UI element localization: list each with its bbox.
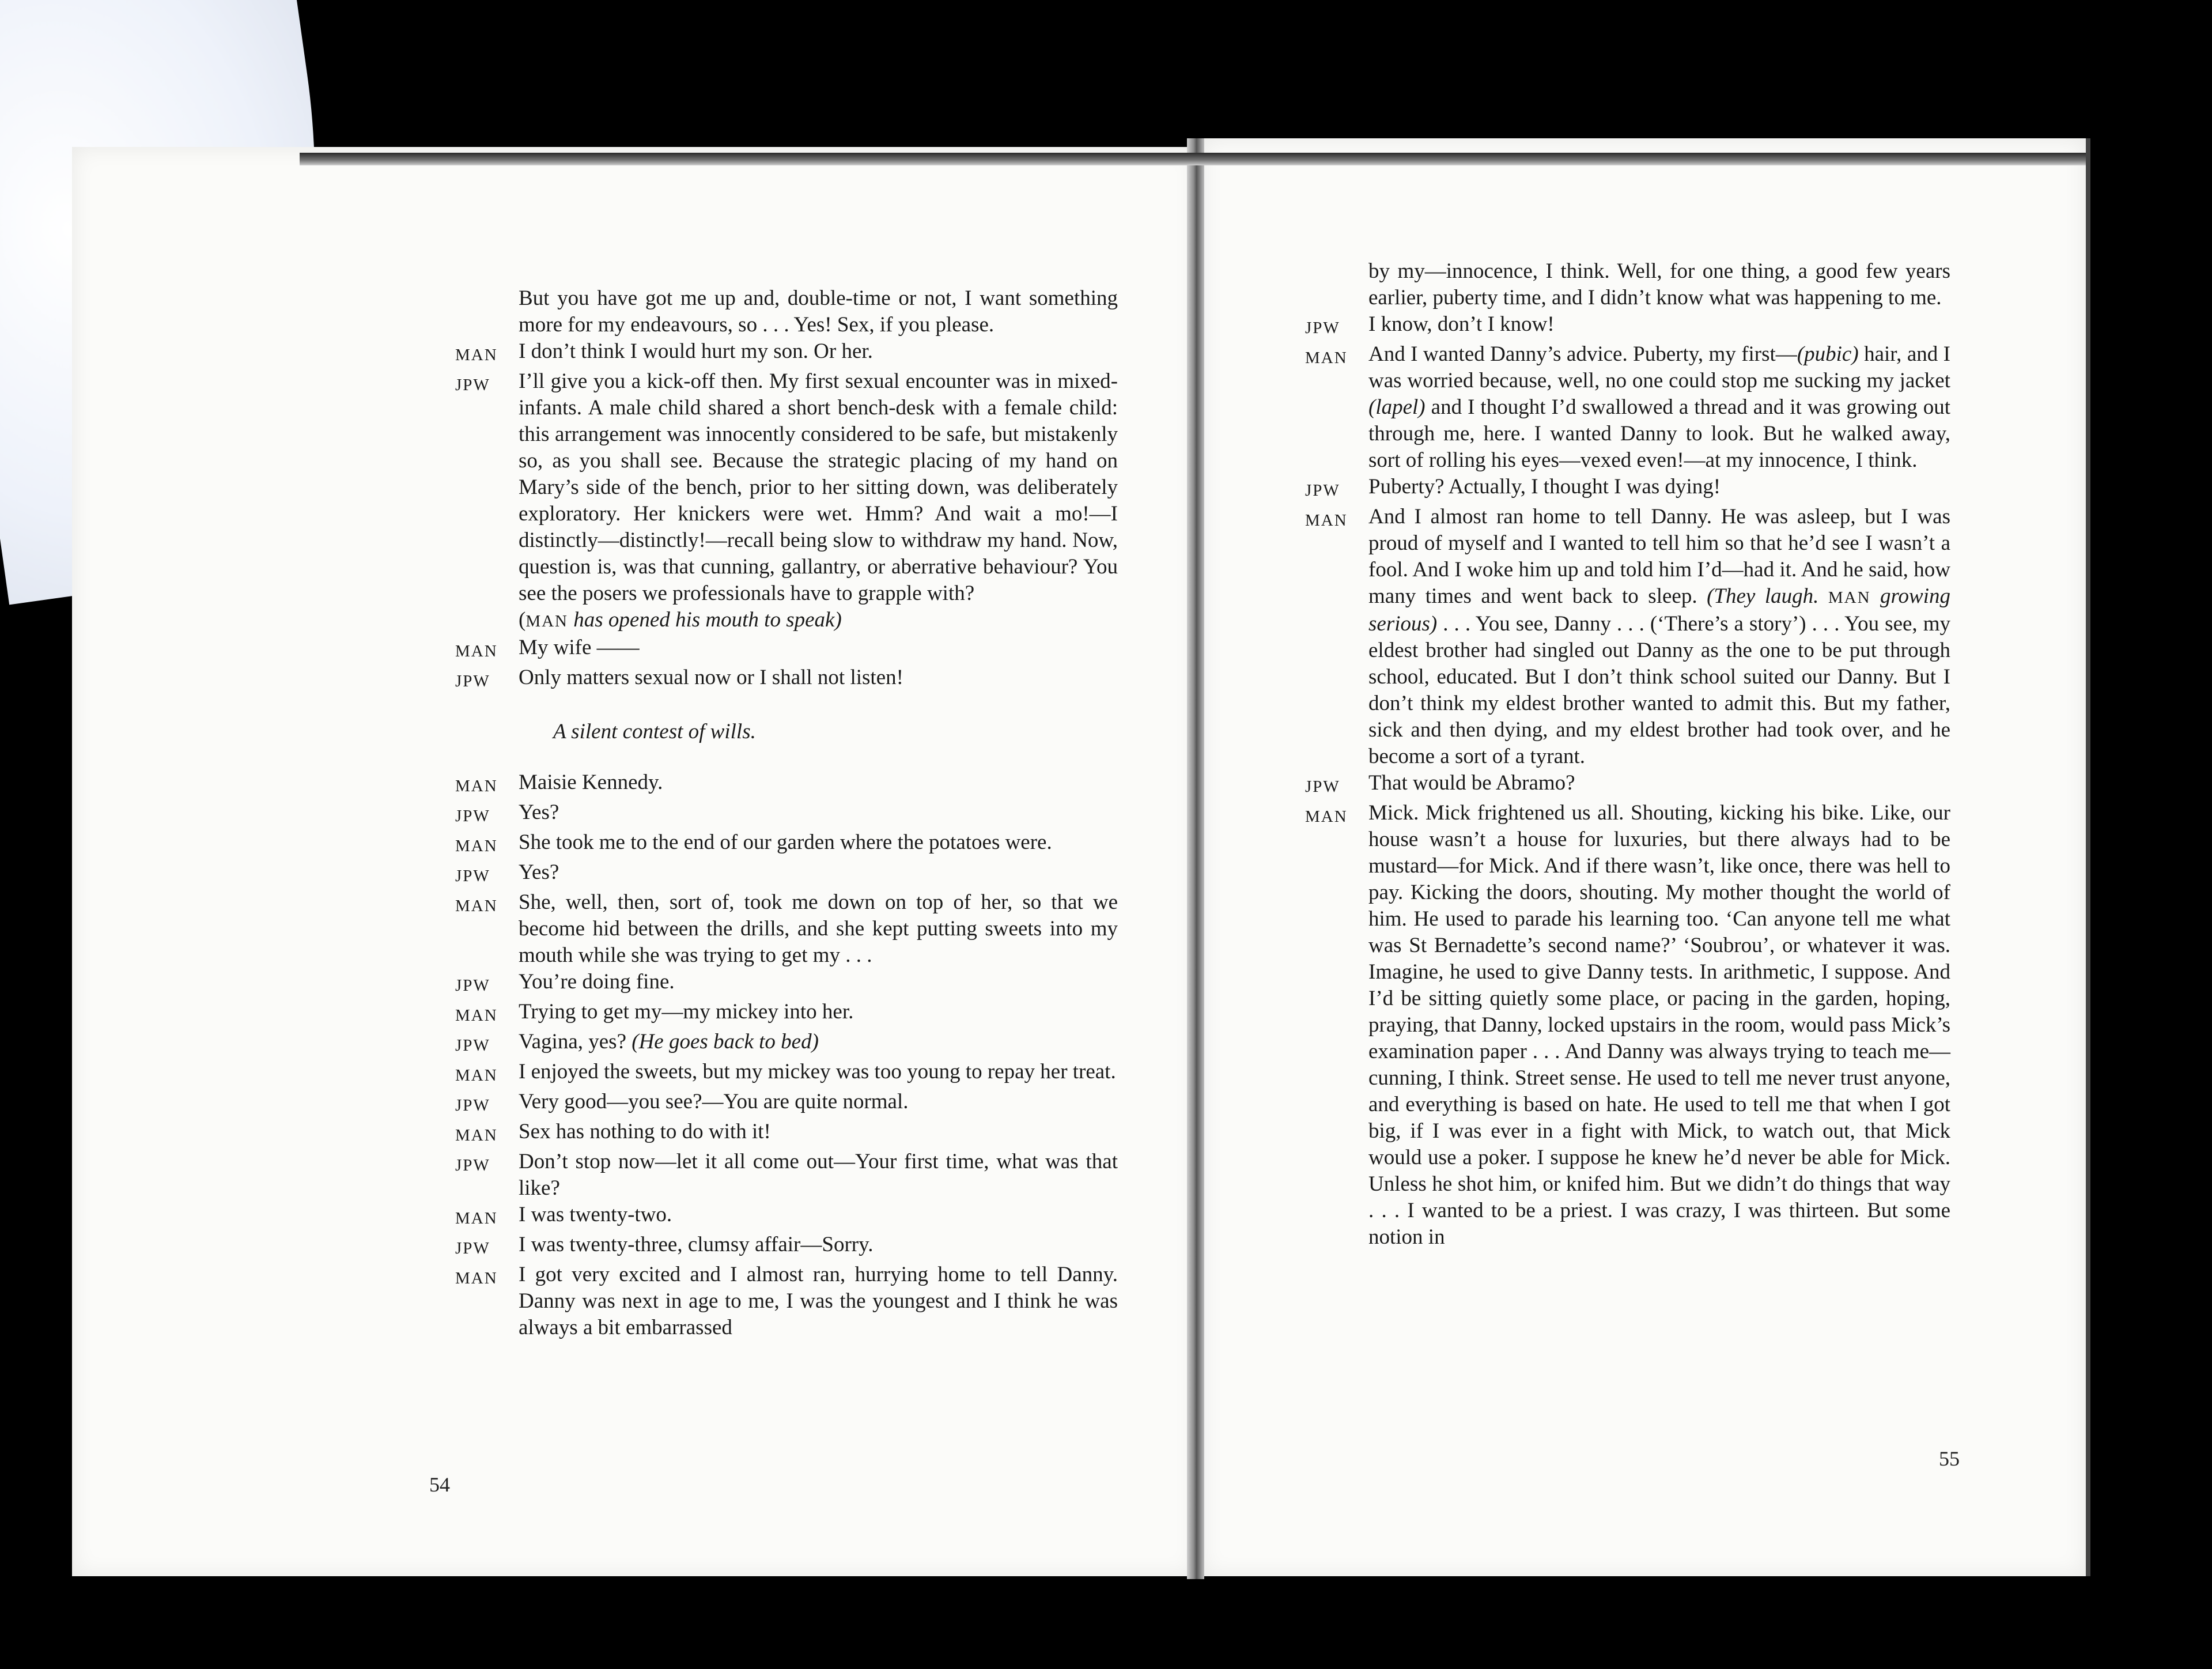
speech-body: I’ll give you a kick-off then. My first sexual encounter was in mixed-infants. A male child shared a short bench-desk with a female child: this arrangement was innocently considered to be safe, but mistakenly so, as you shall see. Because the strategic placing of my hand on Mary’s side of the bench, prior to her sitting down, was deliberately exploratory. Her knickers were wet. Hmm? And wait a mo!—I distinctly—distinctly!—recall being slow to withdraw my hand. Now, question is, was that cunning, gallantry, or aberrative behaviour? You see the posers we professionals have to grapple with? [519, 369, 1118, 605]
speech-line [455, 889, 1118, 969]
speech-text: Only matters sexual now or I shall not listen! [519, 666, 903, 689]
speech-line [1305, 800, 1950, 1251]
speech-line [455, 1262, 1118, 1341]
speech-text: And I wanted Danny’s advice. Puberty, my first—(pubic) hair, and I was worried because, well, no one could stop me sucking my jacket (lapel) and I thought I’d swallowed a thread and it was growing out through me, here. I wanted Danny to look. But he walked away, sort of rolling his eyes—vexed even!—at my innocence, I think. [1368, 342, 1950, 472]
speaker-label: JPW [455, 976, 490, 995]
speaker-label: JPW [455, 672, 490, 690]
speech-text: I got very excited and I almost ran, hurrying home to tell Danny. Danny was next in age to me, I was the youngest and I think he was always a bit embarrassed [519, 1263, 1118, 1339]
speech-line [455, 338, 1118, 368]
speech-line [1305, 474, 1950, 504]
speaker-label: MAN [455, 346, 498, 364]
speaker-label: MAN [455, 1209, 498, 1228]
speech-line [1305, 341, 1950, 474]
speech-text: And I almost ran home to tell Danny. He was asleep, but I was proud of myself and I wanted to tell him so that he’d see I wasn’t a fool. And I woke him up and told him I’d—had it. And he said, how many times and went back to sleep. (They laugh. MAN growing serious) . . . You see, Danny . . . (‘There’s a story’) . . . You see, my eldest brother had singled out Danny as the one to be put through school, educated. But I don’t think school suited our Danny. But I don’t think my eldest brother wanted to admit this. But my father, sick and then dying, and my eldest brother had took over, and he become a sort of a tyrant. [1368, 505, 1950, 768]
stage-direction-silent-contest: A silent contest of wills. [553, 720, 756, 743]
speaker-label: JPW [455, 867, 490, 885]
speech-text: That would be Abramo? [1368, 771, 1575, 795]
speaker-label: MAN [1305, 511, 1348, 530]
speaker-label: MAN [1305, 807, 1348, 826]
book-spine [1187, 138, 1204, 1579]
speech-line [1305, 311, 1950, 341]
speech-text: Sex has nothing to do with it! [519, 1120, 771, 1143]
opening-paragraph: But you have got me up and, double-time or not, I want something more for my endeavours, so . . . Yes! Sex, if you please. [519, 286, 1118, 337]
speaker-label: MAN [455, 1269, 498, 1287]
speech-text: My wife —— [519, 636, 640, 659]
speaker-label: JPW [455, 1036, 490, 1055]
page-top-edge [300, 153, 2086, 165]
speaker-label: MAN [455, 1066, 498, 1085]
speaker-label: JPW [455, 1096, 490, 1115]
speaker-label: MAN [455, 777, 498, 795]
speech-line [455, 1119, 1118, 1149]
speech-line [455, 1059, 1118, 1089]
speech-text: Trying to get my—my mickey into her. [519, 1000, 854, 1024]
speech-line [455, 829, 1118, 859]
speech-line [1305, 504, 1950, 770]
stage-direction: (He goes back to bed) [632, 1030, 819, 1053]
page-number-left: 54 [429, 1473, 450, 1496]
speech-text [519, 368, 1118, 635]
speaker-label: JPW [455, 1239, 490, 1258]
speech-line [455, 1232, 1118, 1262]
opening-paragraph: by my—innocence, I think. Well, for one thing, a good few years earlier, puberty time, and I didn’t know what was happening to me. [1368, 259, 1950, 309]
speaker-label: JPW [1305, 481, 1340, 500]
right-page-text [1305, 258, 1950, 1251]
speech-text: Don’t stop now—let it all come out—Your first time, what was that like? [519, 1150, 1118, 1200]
speech-text: Yes? [519, 860, 559, 884]
stage-direction: (They laugh. MAN growing serious) [1368, 584, 1950, 636]
left-page-text [455, 285, 1118, 1341]
speech-line [455, 635, 1118, 664]
speech-text: I know, don’t I know! [1368, 312, 1555, 336]
speech-line [455, 769, 1118, 799]
speech-text: I was twenty-two. [519, 1203, 672, 1226]
speech-text: I don’t think I would hurt my son. Or her. [519, 339, 873, 363]
speech-text: Maisie Kennedy. [519, 771, 663, 794]
speech-text: She, well, then, sort of, took me down on top of her, so that we become hid between the drills, and she kept putting sweets into my mouth while she was trying to get my . . . [519, 890, 1118, 967]
speech-text: You’re doing fine. [519, 970, 675, 994]
speaker-label: MAN [455, 1126, 498, 1145]
speech-line [455, 799, 1118, 829]
speaker-label: MAN [455, 837, 498, 855]
speaker-label: JPW [455, 1156, 490, 1175]
speaker-label: JPW [1305, 319, 1340, 337]
speech-line [455, 1149, 1118, 1202]
speech-line [455, 999, 1118, 1029]
speech-text: I was twenty-three, clumsy affair—Sorry. [519, 1233, 874, 1256]
speech-text: I enjoyed the sweets, but my mickey was too young to repay her treat. [519, 1060, 1116, 1083]
speech-line [455, 664, 1118, 694]
page-number-right: 55 [1939, 1447, 1960, 1470]
speech-line [455, 1202, 1118, 1232]
speaker-label: JPW [1305, 777, 1340, 796]
speaker-label: JPW [455, 807, 490, 825]
speech-text: Very good—you see?—You are quite normal. [519, 1090, 909, 1113]
speech-text: Vagina, yes? (He goes back to bed) [519, 1030, 819, 1053]
speech-text: Yes? [519, 800, 559, 824]
speech-line [455, 969, 1118, 999]
speaker-label: MAN [455, 897, 498, 915]
speaker-label: MAN [455, 1006, 498, 1025]
speech-line [455, 368, 1118, 635]
speech-text: Puberty? Actually, I thought I was dying! [1368, 475, 1721, 499]
speech-line [455, 859, 1118, 889]
speaker-label: MAN [455, 642, 498, 660]
speech-line [455, 1029, 1118, 1059]
speech-line [1305, 770, 1950, 800]
speaker-label: MAN [1305, 349, 1348, 367]
speaker-label: JPW [455, 376, 490, 394]
speech-text: She took me to the end of our garden where the potatoes were. [519, 830, 1052, 854]
speech-text: Mick. Mick frightened us all. Shouting, kicking his bike. Like, our house wasn’t a house for luxuries, but there always had to be mustard—for Mick. And if there wasn’t, like once, there was hell to pay. Kicking the doors, shouting. My mother thought the world of him. He used to parade his learning too. ‘Can anyone tell me what was St Bernadette’s second name?’ ‘Soubrou’, or whatever it was. Imagine, he used to give Danny tests. In arithmetic, I suppose. And I’d be sitting quietly some place, or pacing in the garden, hoping, praying, that Danny, locked upstairs in the room, would pass Mick’s examination paper . . . And Danny was always trying to teach me—cunning, I think. Street sense. He used to tell me never trust anyone, and everything is based on hate. He used to tell me that when I got big, if I was ever in a fight with Mick, to watch out, that Mick would use a poker. I suppose he knew he’d never be able for Mick. Unless he shot him, or knifed him. But we didn’t do things that way . . . I wanted to be a priest. I was crazy, I was thirteen. But some notion in [1368, 801, 1950, 1249]
stage-direction: (MAN has opened his mouth to speak) [519, 608, 842, 632]
speech-line [455, 1089, 1118, 1119]
